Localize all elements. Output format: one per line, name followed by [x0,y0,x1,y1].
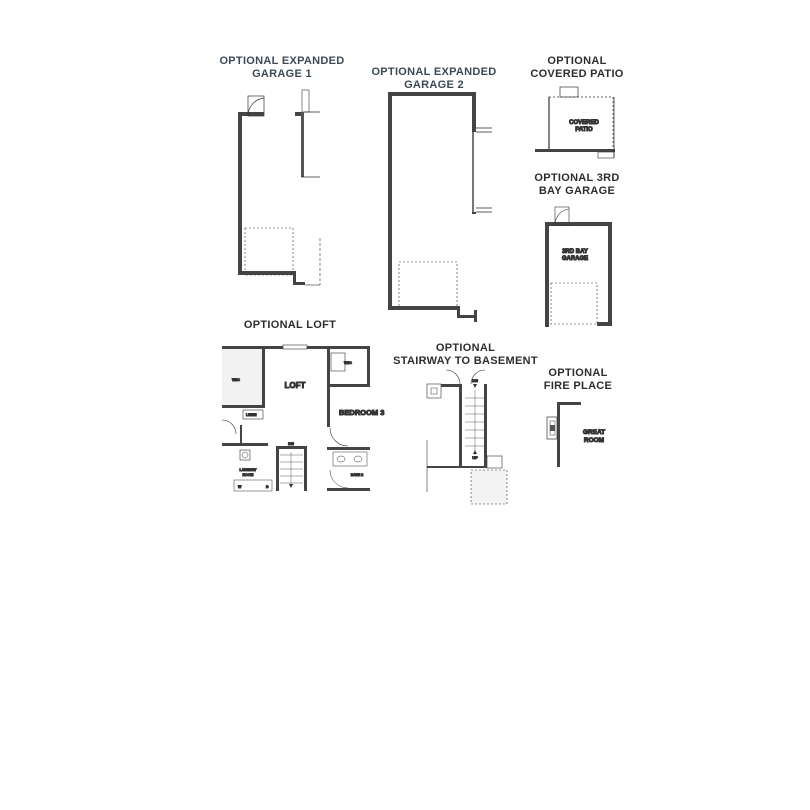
patio-room-label-line1: COVERED [569,120,599,126]
loft-bath-label: BATH 2 [350,473,364,477]
fireplace-title-line1: OPTIONAL [548,367,608,379]
stair-title-line1: OPTIONAL [435,342,496,354]
loft-room-label: LOFT [284,381,306,390]
garage1-title-line1: OPTIONAL EXPANDED [219,55,345,67]
patio-plan [535,87,615,158]
bay3-room-label-line1: 3RD BAY [562,249,588,255]
stair-up-label: UP [472,455,478,460]
loft-bedroom-label: BEDROOM 3 [339,408,385,417]
loft-title-line1: OPTIONAL LOFT [243,319,337,331]
bay3-plan [545,207,612,327]
stair-plan [427,370,507,504]
patio-room-label-line2: PATIO [575,127,593,133]
patio-title-line2: COVERED PATIO [530,68,624,80]
loft-wic-left: WIC [232,377,240,382]
loft-laundry-line1: LAUNDRY [239,468,257,472]
loft-washer: W [238,485,242,489]
garage2-title-line1: OPTIONAL EXPANDED [371,66,497,78]
bay3-title-line1: OPTIONAL 3RD [534,172,620,184]
loft-laundry-line2: ROOM [242,473,254,477]
fireplace-plan [547,402,605,467]
loft-dn-label: DN [288,441,294,446]
bay3-title-line2: BAY GARAGE [538,185,616,197]
loft-wic-right: WIC [344,360,352,365]
garage1-title-line2: GARAGE 1 [252,68,312,80]
stair-dn-label: DN [472,378,478,383]
fireplace-room-label-line1: GREAT [582,429,606,436]
patio-title-line1: OPTIONAL [547,55,607,67]
bay3-room-label-line2: GARAGE [561,256,589,262]
garage2-plan [388,92,492,322]
garage2-title-line2: GARAGE 2 [404,79,464,91]
loft-plan [222,345,384,491]
fireplace-title-line2: FIRE PLACE [543,380,613,392]
loft-linen: LINEN [246,413,257,417]
garage1-plan [238,90,320,285]
stair-title-line2: STAIRWAY TO BASEMENT [393,355,538,367]
loft-dryer: D [266,485,269,489]
fireplace-room-label-line2: ROOM [583,437,605,444]
